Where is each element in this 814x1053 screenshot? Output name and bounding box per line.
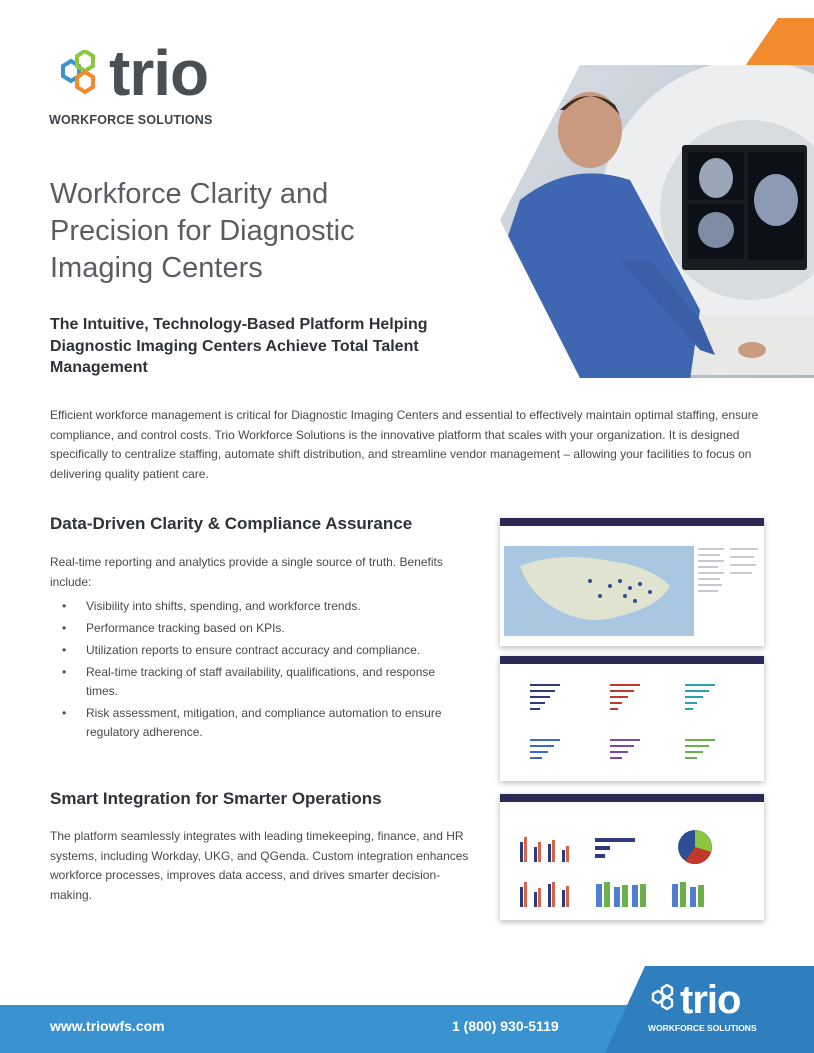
logo-subtitle: WORKFORCE SOLUTIONS (49, 113, 213, 127)
footer-website-link[interactable]: www.triowfs.com (50, 1018, 165, 1034)
bullet-icon: • (62, 621, 67, 635)
dashboard-charts-screenshot (500, 794, 764, 920)
footer-logo-hexagon-icon (650, 984, 680, 1014)
list-item: • Risk assessment, mitigation, and compliance automation to ensure regulatory adherence. (62, 706, 442, 739)
section1-body: Real-time reporting and analytics provide a single source of truth. Benefits include: (50, 555, 443, 589)
footer-phone[interactable]: 1 (800) 930-5119 (452, 1018, 559, 1034)
bullet-icon: • (62, 643, 67, 657)
section2-heading: Smart Integration for Smarter Operations (50, 789, 382, 808)
hero-image-radiology (500, 60, 814, 380)
charts-thumbnail (500, 802, 764, 920)
list-item: • Visibility into shifts, spending, and workforce trends. (60, 597, 470, 616)
section2-body: The platform seamlessly integrates with leading timekeeping, finance, and HR systems, including Workday, UKG, and QGenda. Custom integration enhances workforce processes, improves data access, and drives smarter decision-making. (50, 829, 469, 902)
section1-heading: Data-Driven Clarity & Compliance Assurance (50, 514, 413, 533)
footer-logo-wordmark: trio (680, 978, 741, 1022)
bullet-icon: • (62, 665, 67, 679)
list-item: • Performance tracking based on KPIs. (60, 619, 470, 638)
dashboard-map-screenshot (500, 518, 764, 646)
logo-hexagon-icon (47, 50, 111, 110)
bars-thumbnail (500, 664, 764, 781)
intro-paragraph: Efficient workforce management is critical for Diagnostic Imaging Centers and essential to effectively maintain optimal staffing, ensure compliance, and control costs. Trio Workforce Solutions is the innovative platform that scales with your organization. It is designed specifically to centralize staffing, automate shift distribution, and streamline vendor management – allowing your facilities to focus on delivering quality patient care. (50, 408, 759, 481)
bullet-icon: • (62, 706, 67, 720)
list-item: • Utilization reports to ensure contract accuracy and compliance. (60, 641, 470, 660)
page-title: Workforce Clarity and Precision for Diagnostic Imaging Centers (50, 178, 355, 284)
trio-logo (47, 37, 237, 136)
logo-wordmark: trio (109, 37, 209, 109)
benefits-list (60, 597, 470, 745)
map-thumbnail (500, 526, 764, 646)
page-subtitle: The Intuitive, Technology-Based Platform Helping Diagnostic Imaging Centers Achieve Total Talent Management (50, 316, 428, 376)
dashboard-bars-screenshot (500, 656, 764, 781)
bullet-icon: • (62, 599, 67, 613)
footer-logo-subtitle: WORKFORCE SOLUTIONS (648, 1023, 757, 1033)
list-item: • Real-time tracking of staff availability, qualifications, and response times. (62, 665, 436, 698)
